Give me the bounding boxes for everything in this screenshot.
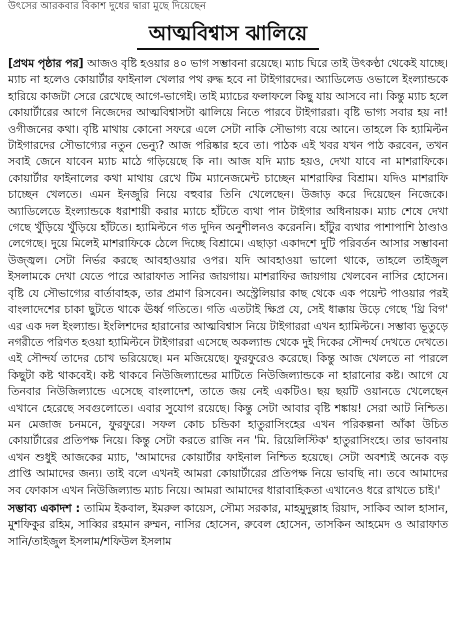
headline-wrap [0, 20, 456, 50]
article-lead: [প্রথম পৃষ্ঠার পর] [8, 57, 88, 70]
lineup-label: সম্ভাব্য একাদশ : [8, 501, 85, 515]
article-text: আজও বৃষ্টি হওয়ার ৪০ ভাগ সম্ভাবনা রয়েছে। ম্যাচ ঘিরে তাই উৎকণ্ঠা থেকেই যাচ্ছে। ম্যাচ না হলেও কোয়ার্টার ফাইনাল খেলার পথ রুদ্ধ হবে না টাইগারদের। অ্যাডিলেড ওভালে ইংল্যান্ডকে হারিয়ে কাজটা সেরে রেখেছে আগে-ভাগেই। তাই ম্যাচের ফলাফলে কিছু যায় আসবে না। কিন্তু ম্যাচ হলে কোয়ার্টারের আগে নিজেদের আত্মবিশ্বাসটা ঝালিয়ে নিতে পারবে টাইগাররা। বৃষ্টি ভাগ্য সবার হয় না! ওগীজনের কথা। বৃষ্টি মাথায় কোনো সফরে এলে সেটা নাকি সৌভাগ্য বয়ে আনে। তাহলে কি হ্যামিল্টন টাইগারদের সৌভাগ্যের নতুন ভেন্যু? আজ পরিষ্কার হবে তা। পাঠক এই খবর যখন পাঠ করবেন, তখন সবাই জেনে যাবেন ম্যাচ মাঠে গড়িয়েছে কি না। আজ যদি ম্যাচ হয়ও, দেখা যাবে না মাশরাফিকে। কোয়ার্টার ফাইনালের কথা মাথায় রেখে টিম ম্যানেজমেন্ট চাচ্ছেন মাশরাফির বিশ্রাম। যদিও মাশরাফি চাচ্ছেন খেলতে। এমন ইনজুরি নিয়ে বহুবার তিনি খেলেছেন। উজাড় করে দিয়েছেন নিজেকে। অ্যাডিলেডে ইংল্যান্ডকে ধরাশায়ী করার ম্যাচে হাঁটতে ব্যথা পান টাইগার অধিনায়ক। ম্যাচ শেষে দেখা গেছে খুঁড়িয়ে খুঁড়িয়ে হাঁটতে। হ্যামিল্টনে গত দুদিন অনুশীলনও করেননি। হাঁটুর ব্যথার পাশাপাশি ঠাণ্ডাও লেগেছে। দুয়ে মিলেই মাশরাফিকে ঠেলে দিচ্ছে বিশ্রামে। এছাড়া একাদশে দুটি পরিবর্তন আসার সম্ভাবনা উজ্জ্বল। সেটা নির্ভর করছে আবহাওয়ার ওপর। যদি আবহাওয়া ভালো থাকে, তাহলে তাইজুল ইসলামকে দেখা যেতে পারে আরাফাত সানির জায়গায়। মাশরাফির জায়গায় খেলবেন নাসির হোসেন। বৃষ্টি যে সৌভাগ্যের বার্তাবাহক, তার প্রমাণ রিসবেন। অস্ট্রেলিয়ার কাছ থেকে এক পয়েন্ট পাওয়ার পরই বাংলাদেশের চাকা ছুটতে থাকে ঊর্ধ্ব গতিতে। গতি এতটাই ক্ষিপ্র যে, সেই ধাক্কায় উড়ে গেছে 'থ্রি বিগ' এর এক দল ইংল্যান্ড। ইংলিশদের হারানোর আত্মবিশ্বাস নিয়ে টাইগাররা এখন হ্যামিল্টনে। সম্ভাব্য ভূতুড়ে নগরীতে পরিণত হওয়া হ্যামিল্টনে টাইগাররা এসেছে অকল্যান্ড থেকে দুই দিকের সৌন্দর্য দেখতে দেখতে। এই সৌন্দর্য তাদের চোখ ভরিয়েছে। মন মজিয়েছে। ফুরফুরেও করেছে। কিন্তু আজ খেলতে না পারলে কিছুটা কষ্ট থাকবেই। কষ্ট থাকবে নিউজিল্যান্ডের মাটিতে নিউজিল্যান্ডকে না হারানোর কষ্ট। আগে যে তিনবার নিউজিল্যান্ডে এসেছে বাংলাদেশ, তাতে জয় নেই একটিও। ছয় ছয়টি ওয়ানডে খেলেছেন এখানে হেরেছে সবগুলোতে। এবার সুযোগ রয়েছে। কিন্তু সেটা আবার বৃষ্টি শঙ্কায়! সেরা আট নিশ্চিত। মন মেজাজ চনমনে, ফুরফুরে। সফল কোচ চন্ডিকা হাতুরাসিংহের এখন পরিকল্পনা আঁকা উচিত কোয়ার্টারের প্রতিপক্ষ নিয়ে। কিন্তু সেটা করতে রাজি নন 'মি. রিয়েলিস্টিক' হাতুরাসিংহে। তার ভাবনায় এখন শুধুই আজকের ম্যাচ, 'আমাদের কোয়ার্টার ফাইনাল নিশ্চিত হয়েছে। সেটা অবশ্যই অনেক বড় প্রাপ্তি আমাদের জন্য। তাই বলে এখনই আমরা কোয়ার্টারের প্রতিপক্ষ নিয়ে ভাবছি না। তবে আমাদের সব ফোকাস এখন নিউজিল্যান্ড ম্যাচ নিয়ে। আমরা আমাদের ধারাবাহিকতা এখানেও ধরে রাখতে চাই।' [8, 57, 448, 497]
probable-lineup [8, 501, 448, 550]
article-body [0, 50, 456, 550]
headline: আত্মবিশ্বাস ঝালিয়ে [137, 20, 319, 50]
lineup-players: তামিম ইকবাল, ইমরুল কায়েস, সৌম্য সরকার, মাহমুদুল্লাহ রিয়াদ, সাকিব আল হাসান, মুশফিকুর রহিম, সাব্বির রহমান রুম্মন, নাসির হোসেন, রুবেল হোসেন, তাসকিন আহমেদ ও আরাফাত সানি/তাইজুল ইসলাম/শফিউল ইসলাম [8, 501, 448, 548]
clipped-top-line: উৎসের আরকবার বিকাশ দুধের দ্বারা মুছে দিয়েছেন [8, 1, 207, 12]
